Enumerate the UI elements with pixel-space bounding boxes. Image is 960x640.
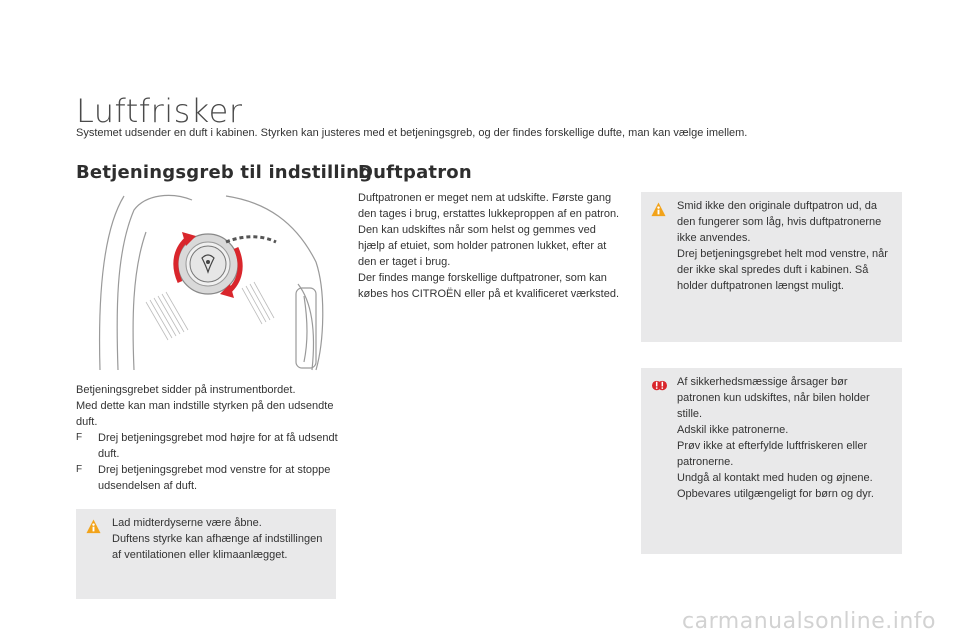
note-text: Lad midterdyserne være åbne.: [112, 517, 262, 529]
note-text: Af sikkerhedsmæssige årsager bør patronen kun udskiftes, når bilen holder stille.: [677, 376, 870, 420]
page-intro: Systemet udsender en duft i kabinen. Styrken kan justeres med et betjeningsgreb, og der findes forskellige dufte, man kan vælge imellem.: [76, 127, 748, 139]
control-description: [76, 382, 338, 494]
warning-note-safety: [641, 368, 902, 554]
bullet-marker: F: [76, 464, 83, 475]
info-icon: [651, 202, 666, 217]
info-icon: [86, 519, 101, 534]
paragraph: Den kan udskiftes når som helst og gemmes ved hjælp af etuiet, som holder patronen lukket, efter at den er taget i brug.: [358, 224, 607, 268]
watermark: carmanualsonline.info: [682, 609, 936, 634]
bullet-item: [76, 462, 338, 494]
info-note-original-cartridge: [641, 192, 902, 342]
cartridge-description: [358, 190, 622, 302]
paragraph: Duftpatronen er meget nem at udskifte. Første gang den tages i brug, erstattes lukkeproppen af en patron.: [358, 192, 620, 220]
note-text: Adskil ikke patronerne.: [677, 424, 789, 436]
info-note-vents: [76, 509, 336, 599]
control-knob-illustration: [76, 192, 338, 372]
bullet-text: Drej betjeningsgrebet mod venstre for at stoppe udsendelsen af duft.: [98, 464, 331, 492]
page-title: Luftfrisker: [76, 92, 243, 130]
note-text: Opbevares utilgængeligt for børn og dyr.: [677, 488, 874, 500]
note-text: Undgå al kontakt med huden og øjnene.: [677, 472, 873, 484]
paragraph: Betjeningsgrebet sidder på instrumentbordet.: [76, 384, 296, 396]
note-text: Smid ikke den originale duftpatron ud, da den fungerer som låg, hvis duftpatronerne ikke anvendes.: [677, 200, 882, 244]
bullet-item: [76, 430, 338, 462]
note-text: Drej betjeningsgrebet helt mod venstre, når der ikke skal spredes duft i kabinen. Så holder duftpatronen længst muligt.: [677, 248, 888, 292]
section-heading-cartridge: Duftpatron: [358, 162, 472, 183]
paragraph: Med dette kan man indstille styrken på den udsendte duft.: [76, 400, 334, 428]
note-text: Prøv ikke at efterfylde luftfriskeren eller patronerne.: [677, 440, 868, 468]
bullet-text: Drej betjeningsgrebet mod højre for at få udsendt duft.: [98, 432, 338, 460]
paragraph: Der findes mange forskellige duftpatroner, som kan købes hos CITROËN eller på et kvalificeret værksted.: [358, 272, 620, 300]
bullet-marker: F: [76, 432, 83, 443]
section-heading-control: Betjeningsgreb til indstilling: [76, 162, 373, 183]
note-text: Duftens styrke kan afhænge af indstillingen af ventilationen eller klimaanlægget.: [112, 533, 323, 561]
warning-icon: [651, 378, 668, 393]
